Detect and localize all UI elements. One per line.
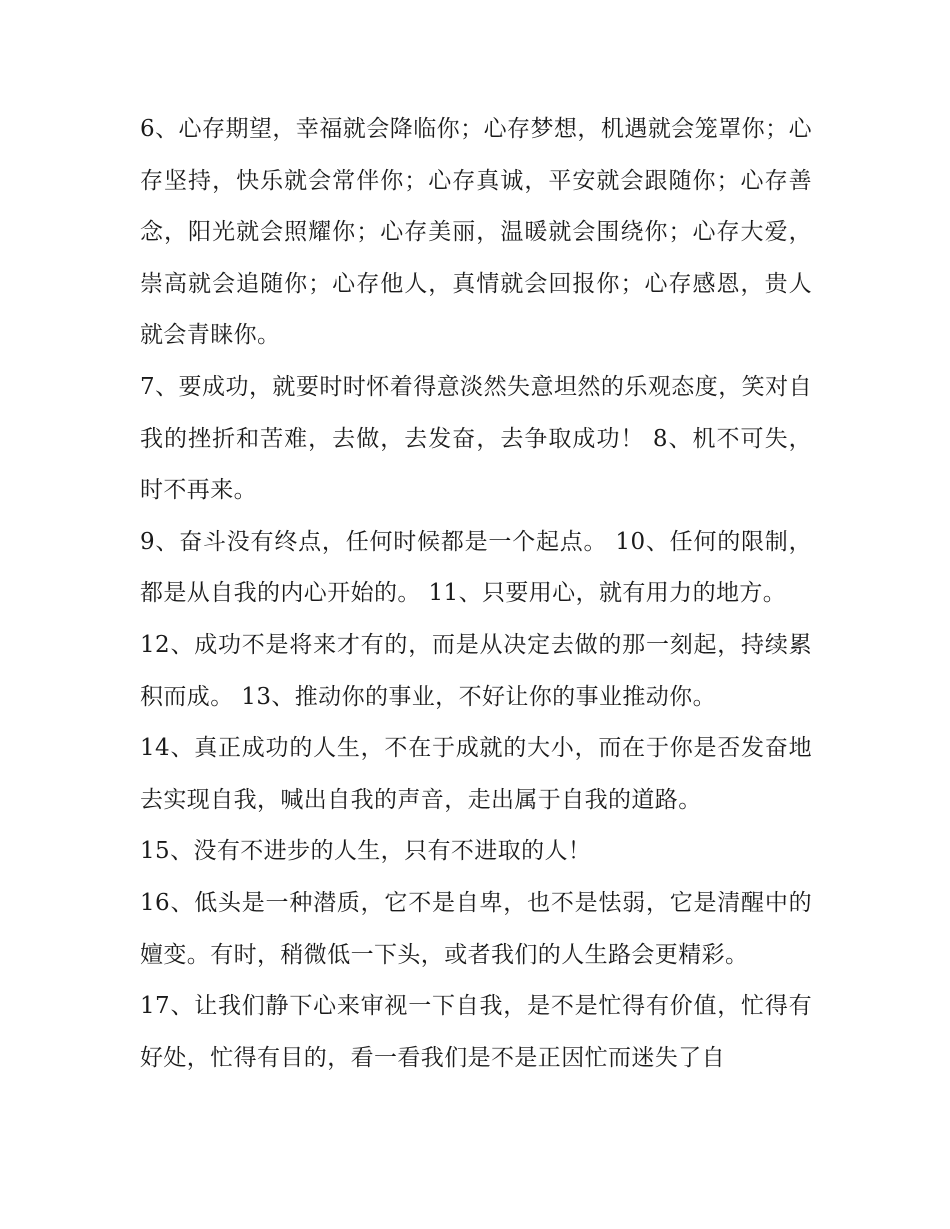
paragraph-12-13: 12、成功不是将来才有的，而是从决定去做的那一刻起，持续累积而成。 13、推动你的事业，不好让你的事业推动你。 bbox=[140, 631, 812, 710]
document-body bbox=[140, 104, 812, 1084]
paragraph-16: 16、低头是一种潜质，它不是自卑，也不是怯弱，它是清醒中的嬗变。有时，稍微低一下头，或者我们的人生路会更精彩。 bbox=[140, 889, 812, 968]
paragraph-7-8: 7、要成功，就要时时怀着得意淡然失意坦然的乐观态度，笑对自我的挫折和苦难，去做，去发奋，去争取成功！ 8、机不可失，时不再来。 bbox=[140, 373, 812, 504]
paragraph-6: 6、心存期望，幸福就会降临你；心存梦想，机遇就会笼罩你；心存坚持，快乐就会常伴你；心存真诚，平安就会跟随你；心存善念，阳光就会照耀你；心存美丽，温暖就会围绕你；心存大爱，崇高就会追随你；心存他人，真情就会回报你；心存感恩，贵人就会青睐你。 bbox=[140, 116, 812, 349]
paragraph-17: 17、让我们静下心来审视一下自我，是不是忙得有价值，忙得有好处，忙得有目的，看一看我们是不是正因忙而迷失了自 bbox=[140, 993, 812, 1071]
paragraph-9-11: 9、奋斗没有终点，任何时候都是一个起点。 10、任何的限制，都是从自我的内心开始的。 11、只要用心，就有用力的地方。 bbox=[140, 528, 812, 607]
paragraph-15: 15、没有不进步的人生，只有不进取的人！ bbox=[140, 838, 592, 865]
paragraph-14: 14、真正成功的人生，不在于成就的大小，而在于你是否发奋地去实现自我，喊出自我的声音，走出属于自我的道路。 bbox=[140, 735, 812, 813]
